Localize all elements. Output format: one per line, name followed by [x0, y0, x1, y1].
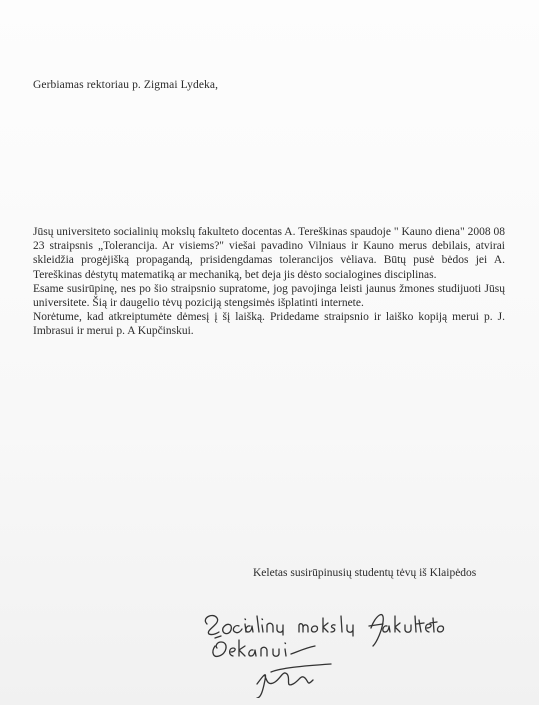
paragraph-2: Esame susirūpinę, nes po šio straipsnio supratome, jog pavojinga leisti jaunus žmones studijuoti Jūsų universitete. Šią ir daugelio tėvų poziciją stengsimės išplatinti internete. [33, 282, 505, 310]
salutation: Gerbiamas rektoriau p. Zigmai Lydeka, [33, 79, 219, 91]
handwritten-signature [195, 588, 495, 698]
paragraph-1: Jūsų universiteto socialinių mokslų fakulteto docentas A. Tereškinas spaudoje " Kauno diena" 2008 08 23 straipsnis „Tolerancija. Ar visiems?" viešai pavadino Vilniaus ir Kauno merus debilais, atvirai skleidžia progėjišką propagandą, prisidengdamas tolerancijos vėliava. Būtų pusė bėdos jei A. Tereškinas dėstytų matematiką ar mechaniką, bet deja jis dėsto socialogines disciplinas. [33, 226, 505, 281]
closing-line: Keletas susirūpinusių studentų tėvų iš Klaipėdos [253, 567, 477, 579]
letter-body [33, 225, 505, 339]
paragraph-3: Norėtume, kad atkreiptumėte dėmesį į šį laišką. Pridedame straipsnio ir laiško kopiją merui p. J. Imbrasui ir merui p. A Kupčinskui. [33, 311, 505, 338]
signature-drawing [195, 588, 495, 698]
